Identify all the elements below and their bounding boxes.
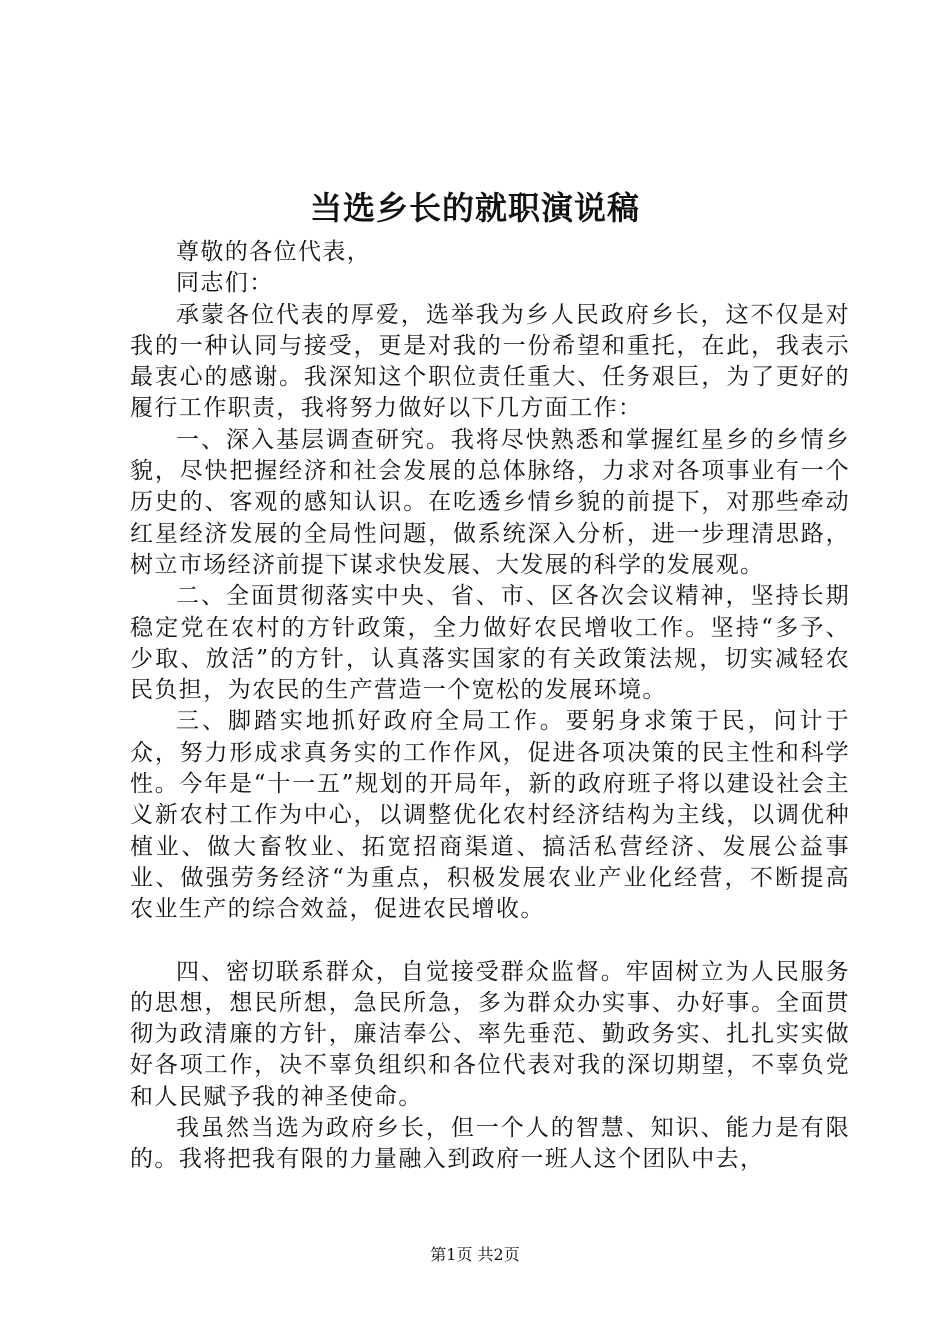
document-title: 当选乡长的就职演说稿 [309,189,640,227]
paragraph: 承蒙各位代表的厚爱，选举我为乡人民政府乡长，这不仅是对我的一种认同与接受，更是对我的一份希望和重托，在此，我表示最衷心的感谢。我深知这个职位责任重大、任务艰巨，为了更好的履行工作职责，我将努力做好以下几方面工作： [130,301,850,422]
salutation-line: 同志们： [176,270,274,297]
paragraph: 四、密切联系群众，自觉接受群众监督。牢固树立为人民服务的思想，想民所想，急民所急，多为群众办实事、办好事。全面贯彻为政清廉的方针，廉洁奉公、率先垂范、勤政务实、扎扎实实做好各项工作，决不辜负组织和各位代表对我的深切期望，不辜负党和人民赋予我的神圣使命。 [130,958,850,1110]
page-number-footer: 第1页 共2页 [430,1245,520,1264]
paragraph: 三、脚踏实地抓好政府全局工作。要躬身求策于民，问计于众，努力形成求真务实的工作作风，促进各项决策的民主性和科学性。今年是“十一五”规划的开局年，新的政府班子将以建设社会主义新农村工作为中心，以调整优化农村经济结构为主线，以调优种植业、做大畜牧业、拓宽招商渠道、搞活私营经济、发展公益事业、做强劳务经济“为重点，积极发展农业产业化经营，不断提高农业生产的综合效益，促进农民增收。 [130,708,850,923]
paragraph: 二、全面贯彻落实中央、省、市、区各次会议精神，坚持长期稳定党在农村的方针政策，全力做好农民增收工作。坚持“多予、少取、放活”的方针，认真落实国家的有关政策法规，切实减轻农民负担，为农民的生产营造一个宽松的发展环境。 [130,583,850,704]
paragraph: 一、深入基层调查研究。我将尽快熟悉和掌握红星乡的乡情乡貌，尽快把握经济和社会发展的总体脉络，力求对各项事业有一个历史的、客观的感知认识。在吃透乡情乡貌的前提下，对那些牵动红星经济发展的全局性问题，做系统深入分析，进一步理清思路，树立市场经济前提下谋求快发展、大发展的科学的发展观。 [130,426,850,578]
document-body [130,237,850,1176]
salutation-line: 尊敬的各位代表， [176,239,372,265]
paragraph: 我虽然当选为政府乡长，但一个人的智慧、知识、能力是有限的。我将把我有限的力量融入到政府一班人这个团队中去， [130,1115,850,1173]
